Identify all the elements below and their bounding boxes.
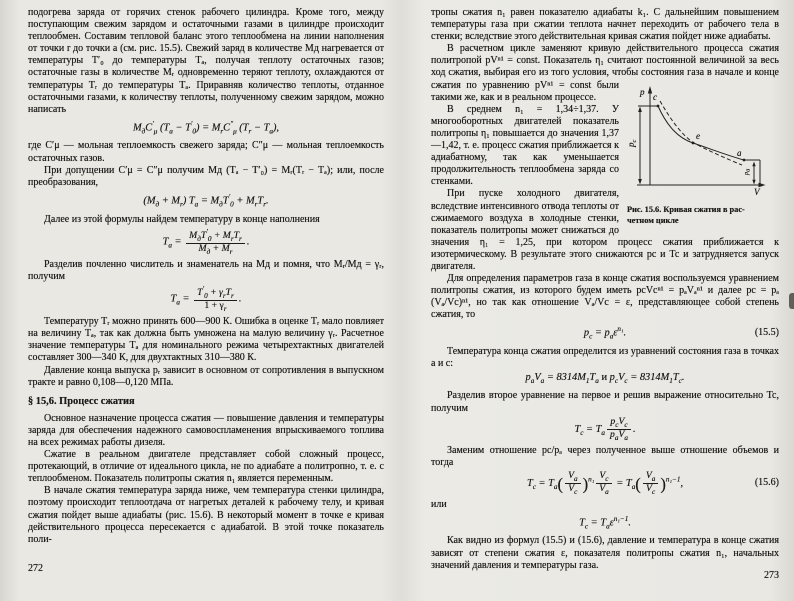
equation-15-6-row [431,471,779,496]
paragraph-right-4: При пуске холодного двигателя, вследствие интенсивного отвода теплоты от сжимаемого воздуха в холодные стенки, показатель политропы может снижаться до значения η₁ = 1,25, при котором процесс сжатия приближается к изотермическому. В результате этого снижаются pc и Tc и затрудняется запуск двигателя. [431,188,779,272]
axis-label-v: V [754,187,760,198]
page-number-right: 273 [764,570,779,581]
figure-caption-line-1: Рис. 15.6. Кривая сжатия в рас- [627,205,745,215]
figure-15-6 [627,85,779,226]
paragraph-left-8: Основное назначение процесса сжатия — повышение давления и температуры заряда для обеспечения надежного самовоспламенения впрыскиваемого топлива на всех режимах работы дизеля. [28,412,384,448]
section-heading-15-6: § 15,6. Процесс сжатия [28,395,135,407]
point-e-dot [692,142,695,145]
paragraph-right-1: тропы сжатия n₁ равен показателю адиабаты k₁. С дальнейшим повышением температуры газа при сжатии теплота начнет переходить от рабочего тела в стенки; вследствие этого действительная кривая сжатия пойдет ниже адиабаты. [431,7,779,43]
formula-transformed: $(M_д + M_r) T_a = M_дT'_0 + M_rT_r$. [143,192,269,209]
equation-15-5-row [431,323,779,343]
paragraph-right-10: Как видно из формул (15.5) и (15.6), давление и температура в конце сжатия зависят от степени сжатия ε, показателя политропы сжатия n₁, начальных значений давления и температуры газа. [431,535,779,571]
formula-heat-balance: $M_дC'_\mu$ $(T_a - T'_0) = M_rC''_\mu$ $(T_r - T_a)$, [132,119,280,136]
formula-tc-epsilon: $T_c = T_a\varepsilon^{n_1-1}$. [579,514,631,531]
paragraph-right-7: Разделив второе уравнение на первое и решив выражение относительно Tc, получим [431,390,779,414]
paragraph-left-2: где C′μ — мольная теплоемкость свежего заряда; C″μ — мольная теплоемкость остаточных газов. [28,140,384,164]
paragraph-left-1: подогрева заряда от горячих стенок рабочего цилиндра. Кроме того, между поступающим свежим зарядом и остаточными газами в цилиндре происходит теплообмен. Составим тепловой баланс этого теплообмена на линии наполнения от точки r до точки a (см. рис. 15.5). Свежий заряд в количестве Mд нагревается от температуры T′₀ до температуры Tₐ, получая теплоту остаточных газов; остаточные газы в количестве Mᵣ одновременно теряют теплоту, охлаждаются от температуры Tᵣ до температуры Tₐ. Приравняв количество теплоты, отданное остаточными газами, к количеству теплоты, полученному свежим зарядом, можно написать [28,7,384,115]
paragraph-right-5: Для определения параметров газа в конце сжатия воспользуемся уравнением политропы сжатия, из которого будем иметь pcVcⁿ¹ = pₐVₐⁿ¹ и далее pc = pₐ (Vₐ/Vc)ⁿ¹, но так как отношение Vₐ/Vc = ε, представляющее собой степень сжатия, то [431,273,779,321]
point-label-c: c [653,92,657,103]
axis-label-p: p [640,87,645,98]
v-axis-arrowhead [759,183,766,188]
page-number-left: 272 [28,563,43,574]
formula-tc-ratio: $T_c = T_a$ $\frac{p_cV_c}{p_aV_a}$ . [574,415,636,442]
paragraph-left-9: Сжатие в реальном двигателе представляет собой сложный процесс, протекающий, в отличие от идеального цикла, не по адиабате а политропно, т. е. с теплообменом. Показатель политропы сжатия n₁ является переменным. [28,449,384,485]
figure-caption-line-2: четном цикле [627,215,679,225]
paragraph-left-4: Далее из этой формулы найдем температуру в конце наполнения [44,213,320,225]
formula-pc-epsilon: $p_c = p_a\varepsilon^{n_1}$. [583,325,627,341]
formula-ta-fraction: $T_a$ = $\frac{M_дT'_0 + M_rT_r}{M_д + M_r}$ . [162,227,250,256]
label-pa: pa [743,168,752,176]
scan-artifact [789,293,794,309]
formula-state-equations: $p_aV_a = 8314M_1T_a$ и $p_cV_c = 8314M_1T_c$. [525,372,685,386]
pv-diagram [627,85,777,197]
paragraph-left-7: Давление конца выпуска pᵣ зависит в основном от сопротивления в выпускном тракте и равно 0,108—0,120 МПа. [28,364,384,388]
paragraph-right-8: Заменим отношение pc/pₐ через полученное выше отношение объемов и тогда [431,444,779,468]
curve-polytrope-solid [658,106,744,160]
point-label-e: e [696,131,700,142]
figure-caption [627,205,779,226]
paragraph-left-6: Температуру Tᵣ можно принять 600—900 К. Ошибка в оценке Tᵣ мало повлияет на величину Tₐ, так как должна быть умножена на малую величину γᵣ. Расчетное значение температуры Tₐ для номинального режима четырехтактных двигателей составляет 300—340 К, для двухтактных 310—380 К. [28,316,384,364]
left-page [28,7,384,546]
paragraph-left-5: Разделив почленно числитель и знаменатель на Mд и помня, что Mᵣ/Mд = γᵣ, получим [28,258,384,282]
point-a-dot [743,159,746,162]
equation-number-15-6: (15.6) [754,477,779,489]
paragraph-right-6: Температура конца сжатия определится из уравнений состояния газа в точках a и c: [431,346,779,370]
point-label-a: a [737,148,742,159]
point-c-dot [657,105,660,108]
p-axis-arrowhead [648,86,652,94]
right-page [431,7,779,572]
paragraph-left-3: При допущении C′μ = C″μ получим Mд (Tₐ − T′₀) = Mᵣ(Tᵣ − Tₐ); или, после преобразования, [28,164,384,188]
label-pc: $p_c$ [627,139,638,148]
paragraph-left-10: В начале сжатия температура заряда ниже, чем температура стенки цилиндра, поэтому происходит теплоотдача от нагретых деталей к рабочему телу, и кривая сжатия пойдет выше адиабаты (рис. 15.6). В некоторый момент в точке e кривая действительного процесса пересекается с адиабатой. В этой точке показатель поли- [28,485,384,545]
formula-tc-volumes: $T_c = T_a$( $\frac{V_a}{V_c}$ )$^{n_1}$ $\frac{V_c}{V_a}$ = $T_a$( $\frac{V_a}{V_c}$ )$^{n_1-1}$, [526,469,684,496]
paragraph-right-2: В расчетном цикле заменяют кривую действительного процесса сжатия политропой pVⁿ¹ = const. Показатель η₁ считают постоянной величиной за весь ход сжатия, выбирая его из того условия, чтобы состояния газа в начале и конце сжатия по уравнению pVⁿ¹ = const были такими же, как и в реальном процессе. [431,43,779,103]
equation-number-15-5: (15.5) [754,327,779,339]
paragraph-right-or: или [431,498,447,510]
paragraph-right-3: В среднем n₁ = 1,34÷1,37. У многооборотных двигателей показатель политропы η₁ повышается до значения 1,37—1,42, т. е. процесс сжатия приближается к адиабатному, так как уменьшается продолжительность теплообмена заряда со стенками. [431,103,619,188]
formula-ta-gamma: $T_a$ = $\frac{T'_0 + \gamma_rT_r}{1 + \gamma_r}$ . [170,284,242,314]
